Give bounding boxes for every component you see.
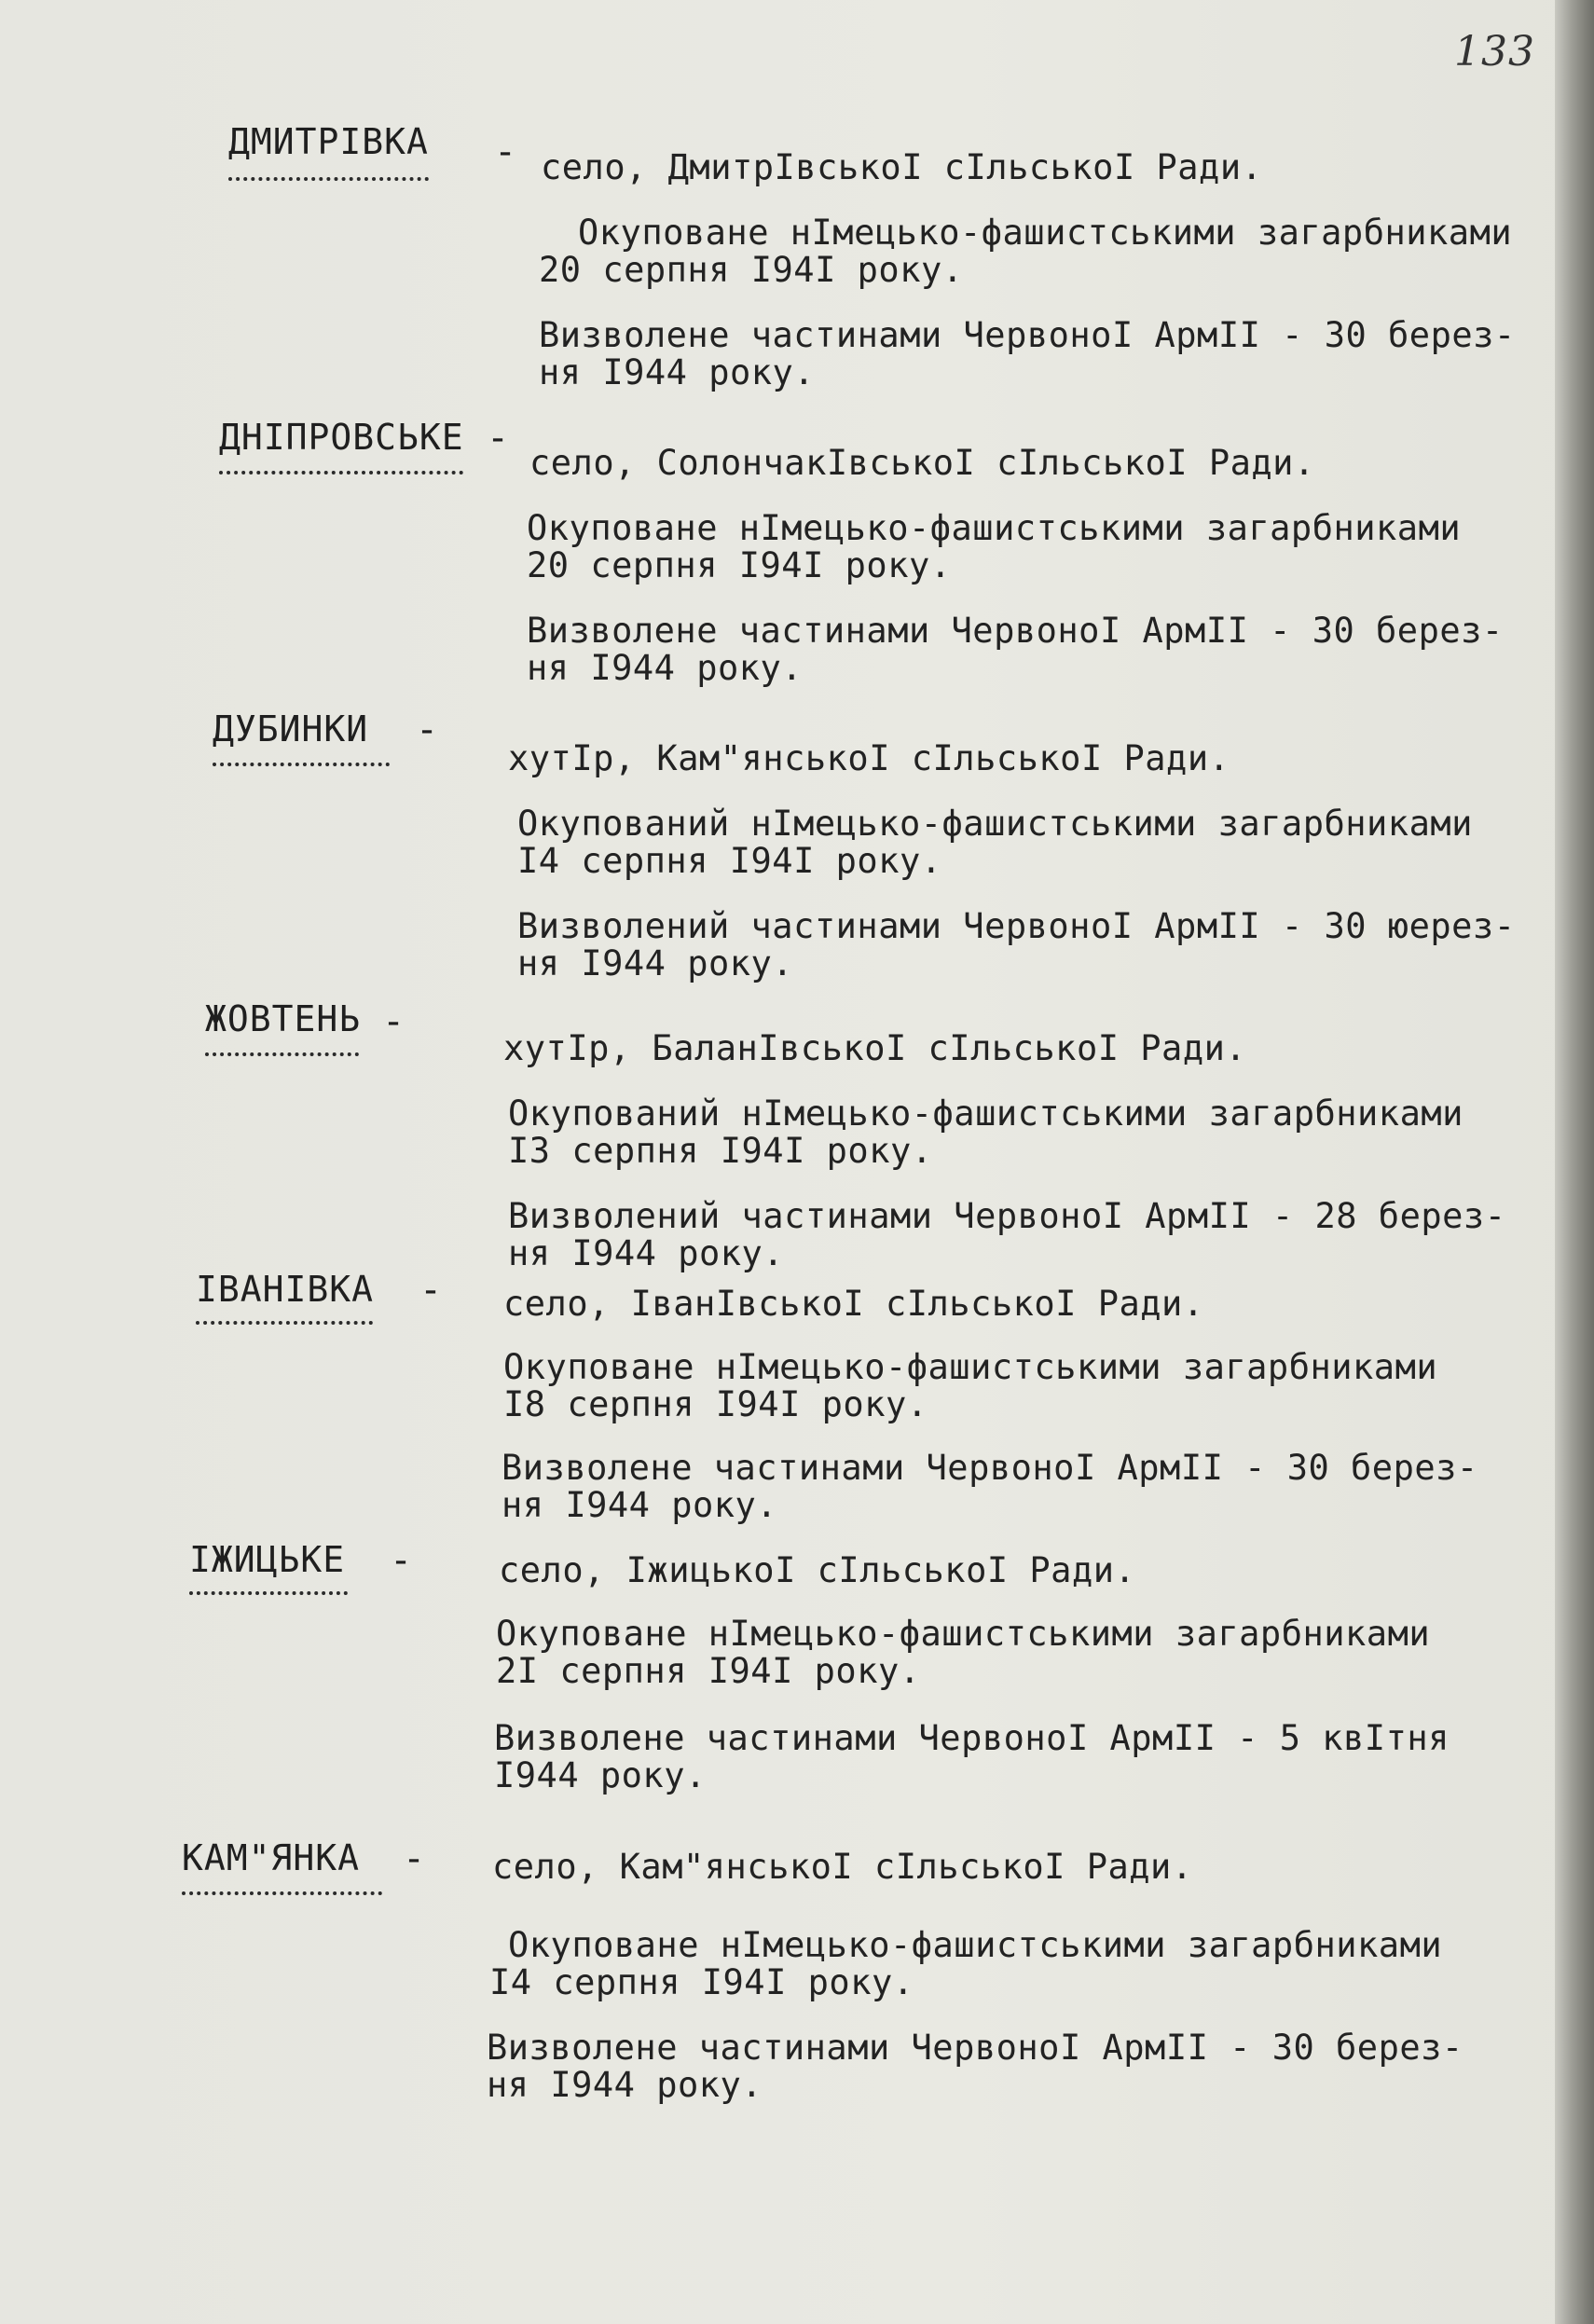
occupied-line-1: Окуповане нІмецько-фашистськими загарбниками <box>496 1614 1431 1654</box>
entry-description: село, ДмитрІвськоI сIльськоI Ради. <box>541 147 1263 187</box>
entry-name: ІВАНІВКА <box>196 1269 375 1310</box>
entry-dash: - <box>382 1000 405 1043</box>
liberated-line-2: I944 року. <box>494 1755 707 1795</box>
liberated-line-1: Визволений частинами ЧервоноI АрмII - 30 юерез- <box>517 906 1516 946</box>
occupied-line-2: I4 серпня I94I року. <box>517 841 942 881</box>
liberated-line-2: ня I944 року. <box>527 648 804 688</box>
liberated-line-1: Визволене частинами ЧервоноI АрмII - 30 берез- <box>487 2028 1463 2068</box>
name-underline <box>189 1591 348 1595</box>
entry-dmytrivka <box>0 112 1538 392</box>
page-edge-shadow <box>1555 0 1594 2324</box>
name-underline <box>213 763 390 766</box>
liberated-line-1: Визволене частинами ЧервоноI АрмII - 30 берез- <box>539 315 1516 355</box>
page-number: 133 <box>1454 28 1535 76</box>
occupied-line-2: 20 серпня I94I року. <box>527 545 952 585</box>
entry-name: ДНІПРОВСЬКЕ <box>219 417 464 458</box>
entry-dash: - <box>390 1539 413 1582</box>
name-underline <box>182 1891 382 1895</box>
entry-name: ІЖИЦЬКЕ <box>189 1539 346 1580</box>
liberated-line-2: ня I944 року. <box>502 1485 778 1525</box>
entry-dash: - <box>487 417 510 460</box>
entry-description: село, ІванІвськоI сІльськоI Ради. <box>503 1284 1204 1324</box>
occupied-line-2: I8 серпня I94I року. <box>503 1384 928 1424</box>
occupied-line-1: Окуповане нІмецько-фашистськими загарбниками <box>503 1347 1438 1387</box>
entry-dash: - <box>403 1837 426 1880</box>
occupied-line-1: Окупований нІмецько-фашистськими загарбниками <box>517 804 1473 844</box>
liberated-line-1: Визволене частинами ЧервоноI АрмII - 30 берез- <box>527 611 1504 651</box>
entry-description: село, СолончакІвськоI сІльськоI Ради. <box>529 443 1315 483</box>
entry-description: село, Кам"янськоI сІльськоI Ради. <box>492 1847 1193 1887</box>
liberated-line-1: Визволене частинами ЧервоноI АрмII - 30 берез- <box>502 1448 1478 1488</box>
liberated-line-2: ня I944 року. <box>487 2065 763 2105</box>
occupied-line-1: Окуповане нІмецько-фашистськими загарбниками <box>578 213 1513 253</box>
entry-description: хутІр, БаланІвськоI сІльськоI Ради. <box>503 1028 1247 1068</box>
occupied-line-2: 2I серпня I94I року. <box>496 1651 921 1691</box>
liberated-line-2: ня I944 року. <box>517 943 794 983</box>
entry-name: КАМ"ЯНКА <box>182 1837 361 1878</box>
entry-description: хутІр, Кам"янськоI сІльськоI Ради. <box>508 738 1230 778</box>
occupied-line-1: Окупований нІмецько-фашистськими загарбниками <box>508 1093 1463 1134</box>
entry-dniprovske <box>0 406 1538 688</box>
entry-dash: - <box>416 708 439 751</box>
name-underline <box>196 1321 373 1325</box>
entry-dash: - <box>419 1269 443 1312</box>
entry-zhovten <box>0 993 1538 1272</box>
occupied-line-2: I4 серпня I94I року. <box>489 1962 914 2002</box>
occupied-line-1: Окуповане нІмецько-фашистськими загарбниками <box>527 508 1462 548</box>
entry-dubynky <box>0 699 1538 983</box>
entry-name: ЖОВТЕНЬ <box>205 998 362 1039</box>
liberated-line-1: Визволене частинами ЧервоноI АрмII - 5 квІтня <box>494 1718 1450 1758</box>
liberated-line-2: ня I944 року. <box>508 1233 785 1273</box>
occupied-line-2: 20 серпня I94I року. <box>539 250 964 290</box>
entry-ivanivka <box>0 1263 1538 1543</box>
name-underline <box>219 471 463 474</box>
name-underline <box>205 1052 359 1056</box>
entry-name: ДМИТРІВКА <box>228 121 429 162</box>
occupied-line-2: I3 серпня I94I року. <box>508 1131 933 1171</box>
entry-izhytske <box>0 1533 1538 1813</box>
liberated-line-1: Визволений частинами ЧервоноI АрмII - 28 берез- <box>508 1196 1506 1236</box>
entry-name: ДУБИНКИ <box>213 708 369 749</box>
name-underline <box>228 177 429 181</box>
occupied-line-1: Окуповане нІмецько-фашистськими загарбниками <box>508 1925 1443 1965</box>
entry-description: село, ІжицькоI сІльськоI Ради. <box>499 1550 1136 1590</box>
liberated-line-2: ня I944 року. <box>539 352 816 392</box>
entry-dash: - <box>494 131 517 173</box>
entry-kamianka <box>0 1832 1538 2111</box>
